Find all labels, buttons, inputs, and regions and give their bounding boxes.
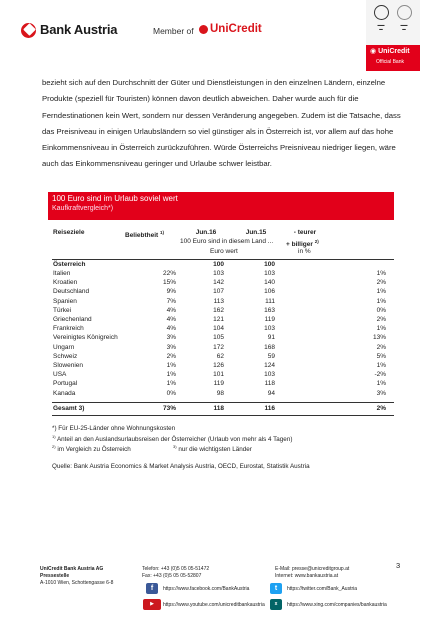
row-jun16: 121 — [213, 316, 224, 323]
table-divider — [52, 259, 394, 260]
footer-dept: Pressestelle — [40, 573, 70, 579]
footer-twitter-link[interactable]: https://twitter.com/Bank_Austria — [287, 586, 358, 592]
paragraph-line: Ferndestinationen kein Wert, sondern nur dessen Veränderung angegeben. Zudem ist die Tatsache, dass — [42, 110, 401, 120]
row-jun16: 172 — [213, 343, 224, 351]
total-change: 2% — [376, 405, 386, 412]
body-paragraph — [42, 75, 404, 173]
row-change: 1% — [376, 325, 386, 333]
row-change: 13% — [372, 334, 386, 342]
row-jun15: 103 — [264, 270, 275, 277]
footer-company: UniCredit Bank Austria AG — [40, 566, 104, 572]
footer-youtube-link[interactable]: https://www.youtube.com/unicreditbankaustria — [163, 602, 265, 608]
footnote-vergleich — [52, 444, 131, 453]
footer-internet: Internet: www.bankaustria.at — [275, 573, 339, 579]
row-jun15: 118 — [264, 380, 275, 388]
row-jun15: 119 — [264, 316, 275, 323]
row-beliebtheit: 4% — [166, 325, 176, 333]
paragraph-line: das Preisniveau in einigen Urlaubsländern so viel günstiger als in Österreich ist, vor allem auf das hohe — [42, 126, 394, 136]
table-title-banner — [48, 192, 394, 220]
row-oesterreich-name: Österreich — [53, 261, 86, 268]
header-reiseziele: Reiseziele — [53, 229, 85, 236]
row-name: Schweiz — [53, 352, 78, 360]
paragraph-line: auch das Einkommensniveau geringer und Urlaube schwer leistbar. — [42, 159, 272, 169]
total-jun16: 118 — [213, 405, 224, 412]
row-oesterreich-jun16: 100 — [213, 261, 224, 268]
row-jun15: 111 — [265, 297, 275, 305]
row-beliebtheit: 4% — [166, 306, 176, 314]
table-row — [0, 390, 441, 400]
row-jun15: 124 — [264, 362, 275, 369]
row-jun16: 62 — [216, 352, 224, 360]
row-jun15: 103 — [264, 325, 275, 333]
header-jun16: Jun.16 — [195, 229, 217, 236]
header-billiger-text: + billiger — [286, 241, 313, 249]
row-change: 2% — [376, 343, 386, 351]
row-beliebtheit: 0% — [166, 389, 176, 397]
europa-league-caption-icon: ▬▬ ▬ — [400, 23, 408, 31]
row-beliebtheit: 15% — [162, 279, 176, 287]
footer-xing-link[interactable]: https://www.xing.com/companies/bankaustria — [287, 602, 387, 608]
row-jun16: 107 — [213, 288, 224, 296]
table-divider — [52, 402, 394, 403]
row-change: -2% — [374, 371, 386, 379]
total-jun15: 116 — [264, 405, 275, 412]
official-bank-badge — [366, 0, 420, 71]
row-change: 2% — [376, 279, 386, 287]
row-name: Frankreich — [53, 325, 84, 333]
footnote-eu25: *) Für EU-25-Länder ohne Wohnungskosten — [52, 425, 176, 432]
row-jun15: 91 — [267, 334, 275, 342]
badge-official: Official Bank — [376, 59, 404, 65]
row-beliebtheit: 3% — [166, 343, 176, 351]
row-change: 5% — [376, 352, 386, 360]
champions-league-ball-icon — [374, 5, 389, 20]
row-change: 1% — [376, 380, 386, 388]
footnote-vergleich-sup: 2) — [52, 444, 56, 449]
row-jun15: 140 — [264, 279, 275, 287]
row-jun16: 101 — [213, 371, 224, 379]
champions-league-caption-icon: ▬▬ ▬ — [377, 23, 385, 31]
footnote-beliebtheit — [52, 434, 292, 443]
header-beliebtheit-text: Beliebtheit — [125, 232, 159, 240]
row-beliebtheit: 4% — [166, 316, 176, 323]
row-jun16: 98 — [216, 389, 224, 397]
row-name: Ungarn — [53, 343, 75, 351]
footnote-laender-text: nur die wichtigsten Länder — [178, 446, 252, 454]
row-name: Deutschland — [53, 288, 90, 296]
footer-telefon: Telefon: +43 (0)5 05 05-51472 — [142, 566, 210, 572]
facebook-icon[interactable]: f — [146, 583, 158, 594]
row-jun15: 103 — [264, 371, 275, 379]
row-change: 1% — [376, 297, 386, 305]
member-of-label: Member of — [153, 26, 194, 36]
row-beliebtheit: 2% — [166, 352, 176, 360]
unicredit-logo-icon — [199, 25, 208, 34]
row-name: Kanada — [53, 389, 76, 397]
footnote-vergleich-text: im Vergleich zu Österreich — [57, 446, 131, 454]
row-jun16: 104 — [213, 325, 224, 333]
header-subline: 100 Euro sind in diesem Land ... — [180, 238, 274, 245]
row-name: Spanien — [53, 297, 77, 305]
row-change: 1% — [376, 362, 386, 369]
row-beliebtheit: 9% — [166, 288, 176, 296]
row-beliebtheit: 7% — [166, 297, 176, 305]
paragraph-line: Einkommensniveau in Österreich zurückzuführen. Würde Österreichs Preisniveau niedriger liegen, wäre — [42, 143, 396, 153]
row-name: Vereinigtes Königreich — [53, 334, 118, 342]
table-bottom-border — [52, 415, 394, 416]
table-title: 100 Euro sind im Urlaub soviel wert — [52, 194, 178, 203]
row-oesterreich-jun15: 100 — [264, 261, 275, 268]
row-change: 0% — [376, 306, 386, 314]
row-jun15: 163 — [264, 306, 275, 314]
header-beliebtheit — [125, 229, 164, 240]
row-beliebtheit: 3% — [166, 334, 176, 342]
row-change: 2% — [376, 316, 386, 323]
header-beliebtheit-sup: 1) — [160, 230, 165, 235]
row-jun16: 126 — [213, 362, 224, 369]
row-jun16: 119 — [213, 380, 224, 388]
row-name: USA — [53, 371, 67, 379]
xing-icon[interactable]: x — [270, 599, 282, 610]
row-beliebtheit: 1% — [166, 362, 176, 369]
bank-name: Bank Austria — [40, 22, 118, 37]
row-name: Portugal — [53, 380, 78, 388]
footer-address: A-1010 Wien, Schottengasse 6-8 — [40, 580, 114, 586]
row-name: Slowenien — [53, 362, 83, 369]
footnote-laender-sup: 3) — [173, 444, 177, 449]
row-beliebtheit: 1% — [166, 380, 176, 388]
page-number: 3 — [396, 561, 401, 570]
row-jun16: 113 — [213, 297, 224, 305]
youtube-icon[interactable]: ▶ — [143, 599, 161, 610]
footnote-laender — [173, 444, 252, 453]
row-change: 1% — [376, 288, 386, 296]
row-jun16: 162 — [213, 306, 224, 314]
badge-unicredit: ◉ UniCredit — [370, 48, 410, 55]
footer-facebook-link[interactable]: https://www.facebook.com/BankAustria — [163, 586, 250, 592]
twitter-icon[interactable]: t — [270, 583, 282, 594]
badge-unicredit-text: UniCredit — [378, 48, 410, 55]
row-beliebtheit: 1% — [166, 371, 176, 379]
header-billiger-sup: 2) — [314, 239, 319, 244]
paragraph-line: bezieht sich auf den Durchschnitt der Güter und Dienstleistungen in den einzelnen Ländern, einzelne — [42, 78, 386, 87]
footer-email: E-Mail: presse@unicreditgroup.at — [275, 566, 350, 572]
row-jun16: 105 — [213, 334, 224, 342]
total-beliebtheit: 73% — [162, 405, 176, 412]
row-change: 3% — [376, 389, 386, 397]
row-jun15: 59 — [267, 352, 275, 360]
bank-austria-logo-icon — [21, 23, 36, 38]
footnote-beliebtheit-text: Anteil an den Auslandsurlaubsreisen der Österreicher (Urlaub von mehr als 4 Tagen) — [56, 436, 293, 444]
source-note: Quelle: Bank Austria Economics & Market Analysis Austria, OECD, Eurostat, Statistik Austria — [52, 463, 310, 470]
row-jun16: 142 — [213, 279, 224, 287]
footer-fax: Fax: +43 (0)5 05 05-52807 — [142, 573, 202, 579]
header-eurowert: Euro wert — [210, 248, 238, 255]
row-beliebtheit: 22% — [162, 270, 176, 277]
table-total-row — [0, 405, 441, 415]
footnote-beliebtheit-sup: 1) — [52, 434, 56, 439]
badge-emblem-area — [366, 0, 420, 45]
header-teurer: - teurer — [293, 229, 317, 236]
row-change: 1% — [376, 270, 386, 277]
paragraph-line: Produkte (speziell für Touristen) können davon deutlich abweichen. Daher wurde auch für die — [42, 94, 359, 104]
table-subtitle: Kaufkraftvergleich*) — [52, 205, 114, 212]
unicredit-name: UniCredit — [210, 23, 262, 35]
header-jun15: Jun.15 — [245, 229, 267, 236]
row-jun15: 168 — [264, 343, 275, 351]
row-name: Griechenland — [53, 316, 92, 323]
row-jun15: 94 — [267, 389, 275, 397]
row-jun16: 103 — [213, 270, 224, 277]
total-name: Gesamt 3) — [53, 405, 85, 412]
europa-league-trophy-icon — [397, 5, 412, 20]
row-name: Kroatien — [53, 279, 78, 287]
row-name: Türkei — [53, 306, 72, 314]
row-name: Italien — [53, 270, 71, 277]
row-jun15: 106 — [264, 288, 275, 296]
header-inpct: in % — [298, 248, 311, 255]
